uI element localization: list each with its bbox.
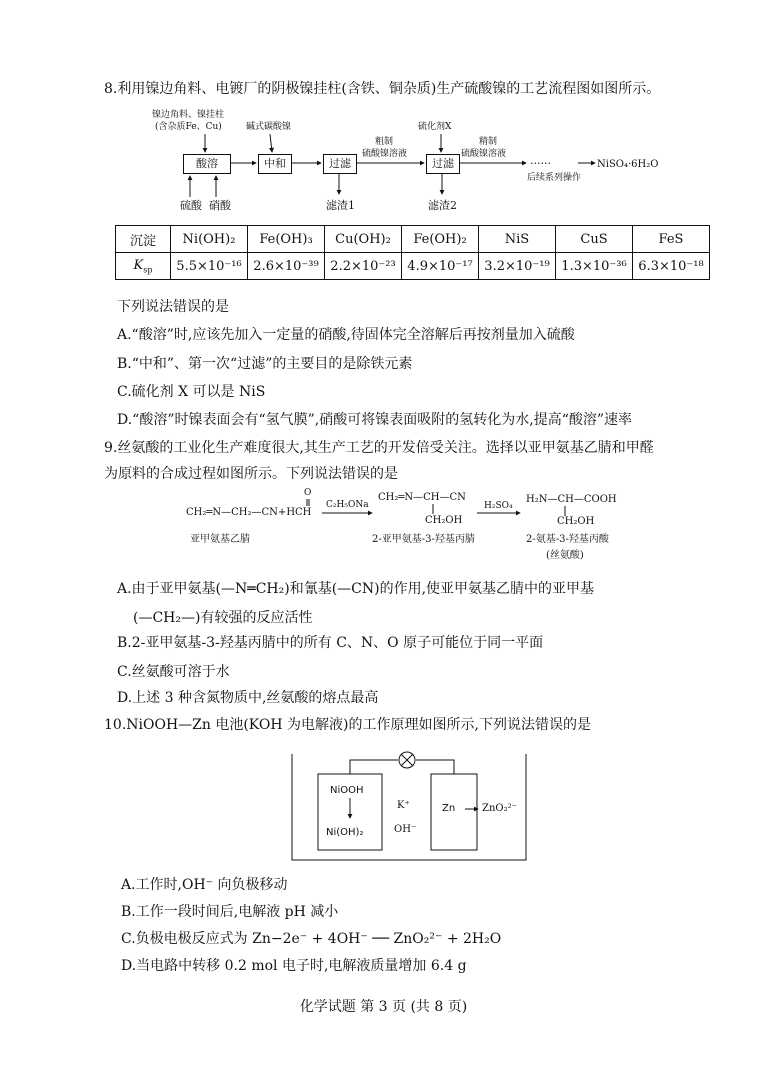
q10-option-d: D.当电路中转移 0.2 mol 电子时,电解液质量增加 6.4 g: [121, 958, 467, 974]
ksp-cell: 4.9×10⁻¹⁷: [402, 253, 479, 280]
scheme-name2: 2-亚甲氨基-3-羟基丙腈: [372, 534, 475, 545]
flow-fine: 精制: [479, 137, 498, 147]
flow-acid1: 硫酸: [180, 199, 202, 212]
ksp-cell: 2.6×10⁻³⁹: [248, 253, 325, 280]
q9-option-b: B.2-亚甲氨基-3-羟基丙腈中的所有 C、N、O 原子可能位于同一平面: [117, 635, 544, 651]
q9-option-a-cont: (—CH₂—)有较强的反应活性: [133, 610, 313, 626]
flow-arrows: [0, 0, 767, 230]
ksp-cell: 2.2×10⁻²³: [325, 253, 402, 280]
scheme-arrows: [0, 480, 767, 550]
ksp-cell: 5.5×10⁻¹⁶: [171, 253, 248, 280]
cell-k: K⁺: [397, 800, 410, 811]
flow-add-x: 硫化剂X: [418, 122, 452, 132]
cell-zno: ZnO₂²⁻: [482, 803, 517, 814]
ksp-label-cell: [116, 253, 171, 280]
ksp-cell: FeS: [633, 226, 710, 253]
ksp-cell: Fe(OH)₂: [402, 226, 479, 253]
scheme-inter-bot: CH₂OH: [425, 515, 463, 526]
flow-step-filter1: 过滤: [323, 154, 357, 174]
scheme-name3: 2-氨基-3-羟基丙酸: [526, 534, 609, 545]
flow-later: 后续系列操作: [527, 173, 582, 183]
ksp-cell: 1.3×10⁻³⁶: [556, 253, 633, 280]
q8-option-c: C.硫化剂 X 可以是 NiS: [117, 384, 266, 400]
flow-residue2: 滤渣2: [428, 199, 457, 212]
flow-input-line2: (含杂质Fe、Cu): [155, 122, 222, 132]
scheme-name1: 亚甲氨基乙腈: [190, 534, 250, 545]
ksp-cell: 6.3×10⁻¹⁸: [633, 253, 710, 280]
q9-option-a: A.由于亚甲氨基(—N═CH₂)和氰基(—CN)的作用,使亚甲氨基乙腈中的亚甲基: [117, 581, 595, 597]
ksp-label-sub: sp: [143, 265, 153, 275]
page-footer: 化学试题 第 3 页 (共 8 页): [299, 999, 468, 1015]
q9-stem-line1: 9.丝氨酸的工业化生产难度很大,其生产工艺的开发倍受关注。选择以亚甲氨基乙腈和甲醛: [104, 440, 654, 456]
cell-oh: OH⁻: [394, 824, 417, 835]
ksp-cell: 沉淀: [116, 226, 171, 253]
scheme-prod-top: H₂N—CH—COOH: [526, 494, 617, 505]
scheme-reactant: CH₂═N—CH₂—CN+HCH: [186, 507, 312, 518]
q10-option-b: B.工作一段时间后,电解液 pH 减小: [121, 904, 339, 920]
q9-stem-line2: 为原料的合成过程如图所示。下列说法错误的是: [104, 466, 398, 482]
ksp-cell: CuS: [556, 226, 633, 253]
q8-prompt: 下列说法错误的是: [117, 299, 229, 315]
flow-crude2: 硫酸镍溶液: [362, 149, 408, 159]
flow-product: NiSO₄·6H₂O: [597, 159, 659, 170]
q10-stem: 10.NiOOH—Zn 电池(KOH 为电解液)的工作原理如图所示,下列说法错误的是: [104, 717, 591, 733]
q8-option-d: D.“酸溶”时镍表面会有“氢气膜”,硝酸可将镍表面吸附的氢转化为水,提高“酸溶”速率: [117, 412, 633, 428]
flow-acid2: 硝酸: [209, 199, 231, 212]
scheme-reagent1: C₂H₅ONa: [326, 500, 369, 510]
q9-option-c: C.丝氨酸可溶于水: [117, 664, 230, 680]
q8-stem: 8.利用镍边角料、电镀厂的阴极镍挂柱(含铁、铜杂质)生产硫酸镍的工艺流程图如图所示。: [104, 81, 661, 97]
flow-residue1: 滤渣1: [326, 199, 355, 212]
ksp-cell: 3.2×10⁻¹⁹: [479, 253, 556, 280]
cell-zn: Zn: [442, 803, 456, 814]
ksp-table: [115, 225, 710, 280]
q10-option-a: A.工作时,OH⁻ 向负极移动: [121, 877, 288, 893]
ksp-cell: Ni(OH)₂: [171, 226, 248, 253]
scheme-name3b: (丝氨酸): [546, 550, 584, 561]
ksp-cell: Fe(OH)₃: [248, 226, 325, 253]
q9-option-d: D.上述 3 种含氮物质中,丝氨酸的熔点最高: [117, 690, 379, 706]
cell-left-top: NiOOH: [330, 785, 364, 796]
q8-option-a: A.“酸溶”时,应该先加入一定量的硝酸,待固体完全溶解后再按剂量加入硫酸: [117, 327, 575, 343]
flow-input-line1: 镍边角料、镍挂柱: [152, 110, 225, 120]
ksp-label: K: [133, 257, 144, 273]
ksp-header-row: [116, 226, 710, 253]
flow-add-basic: 碱式碳酸镍: [246, 122, 292, 132]
ksp-value-row: [116, 253, 710, 280]
q10-option-c: C.负极电极反应式为 Zn−2e⁻ + 4OH⁻ ── ZnO₂²⁻ + 2H₂O: [121, 931, 502, 947]
scheme-prod-bot: CH₂OH: [557, 516, 595, 527]
scheme-o: O: [304, 488, 312, 498]
ksp-cell: NiS: [479, 226, 556, 253]
flow-crude: 粗制: [375, 137, 394, 147]
flow-fine2: 硫酸镍溶液: [461, 149, 507, 159]
ksp-cell: Cu(OH)₂: [325, 226, 402, 253]
flow-step-neutralize: 中和: [258, 154, 292, 174]
scheme-inter-top: CH₂═N—CH—CN: [378, 492, 466, 503]
scheme-reagent2: H₂SO₄: [484, 501, 513, 511]
flow-dots: ······: [530, 157, 551, 170]
flow-step-filter2: 过滤: [426, 154, 460, 174]
q8-option-b: B.“中和”、第一次“过滤”的主要目的是除铁元素: [117, 356, 413, 372]
cell-left-bot: Ni(OH)₂: [326, 827, 364, 838]
flow-step-acid: 酸溶: [183, 154, 231, 174]
